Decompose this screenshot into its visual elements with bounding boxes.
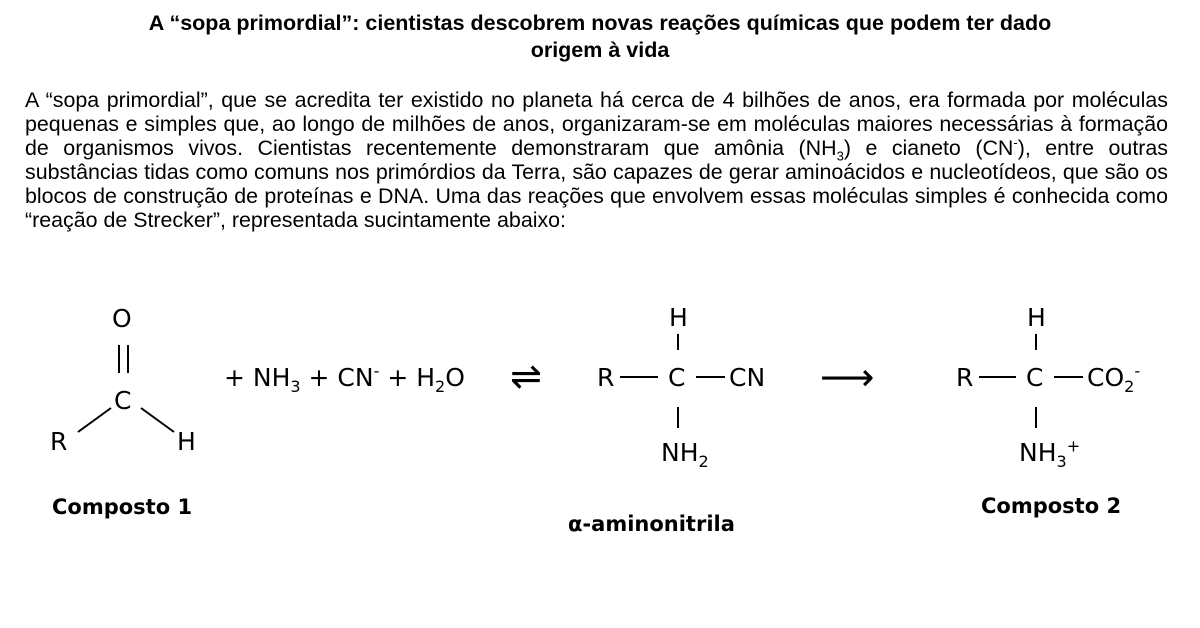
aminonitrile-nh2-main: NH	[661, 438, 699, 467]
reagent-cn: + CN	[300, 363, 374, 392]
compound1-hydrogen: H	[177, 427, 196, 456]
aminonitrile-carbon: C	[668, 363, 686, 392]
aminonitrile-cn-group: CN	[729, 363, 766, 392]
compound2-co2-charge: -	[1134, 361, 1141, 381]
paragraph-part-3: ), entre outras substâncias tidas como comuns nos primórdios da Terra, são capazes de gerar aminoácidos e nucleotídeos, que são os blocos de construção de proteínas e DNA. Uma das reações que envolvem essas moléculas simples é conhecida como “reação de Strecker”, representada sucintamente abaixo:	[25, 136, 1168, 232]
reagent-cn-charge: -	[373, 361, 380, 381]
reagent-h2o-tail: O	[445, 363, 465, 392]
compound1-caption: Composto 1	[52, 495, 193, 519]
compound2-hydrogen: H	[1027, 303, 1046, 332]
compound1-r-group: R	[50, 427, 68, 456]
aminonitrile-r-group: R	[597, 363, 615, 392]
compound1-c-h-bond	[141, 408, 174, 432]
title-line-1: A “sopa primordial”: cientistas descobrem novas reações químicas que podem ter dado	[148, 11, 1052, 35]
compound2-carboxylate-group	[1087, 361, 1141, 396]
compound1-carbon: C	[114, 386, 132, 415]
compound2-co2-subscript: 2	[1124, 377, 1135, 396]
compound2-caption: Composto 2	[981, 494, 1122, 518]
paragraph-part-1: A “sopa primordial”, que se acredita ter existido no planeta há cerca de 4 bilhões de anos, era formada por moléculas pequenas e simples que, ao longo de milhões de anos, organizaram-se em moléculas maiores necessárias à formação de organismos vivos. Cientistas recentemente demonstraram que amônia (NH	[25, 88, 1168, 160]
cn-superscript: -	[1013, 134, 1018, 150]
compound2-carbon: C	[1026, 363, 1044, 392]
aminonitrile-nh2-subscript: 2	[698, 452, 709, 471]
reagent-nh3: + NH	[224, 363, 291, 392]
aminonitrile-hydrogen: H	[669, 303, 688, 332]
reagent-nh3-subscript: 3	[290, 377, 301, 396]
equilibrium-arrow-icon: ⇌	[510, 354, 542, 398]
aminonitrile-caption: α-aminonitrila	[568, 512, 735, 536]
nh3-subscript: 3	[836, 148, 844, 164]
compound2-co2-main: CO	[1087, 363, 1125, 392]
compound1-oxygen: O	[112, 304, 132, 333]
paragraph-part-2: ) e cianeto (CN	[843, 136, 1014, 160]
compound2-nh3-main: NH	[1019, 438, 1057, 467]
compound2-nh3-subscript: 3	[1056, 452, 1067, 471]
compound2-ammonium-group	[1019, 436, 1081, 471]
compound1-r-c-bond	[78, 408, 111, 432]
reagent-h2o-subscript: 2	[435, 377, 446, 396]
reagents-formula	[224, 361, 465, 396]
reaction-arrow-icon: ⟶	[820, 355, 875, 399]
compound2-r-group: R	[956, 363, 974, 392]
reagent-h2o: + H	[379, 363, 436, 392]
title-line-2: origem à vida	[530, 38, 670, 62]
aminonitrile-nh2-group	[661, 438, 709, 471]
compound2-nh3-charge: +	[1066, 436, 1081, 456]
